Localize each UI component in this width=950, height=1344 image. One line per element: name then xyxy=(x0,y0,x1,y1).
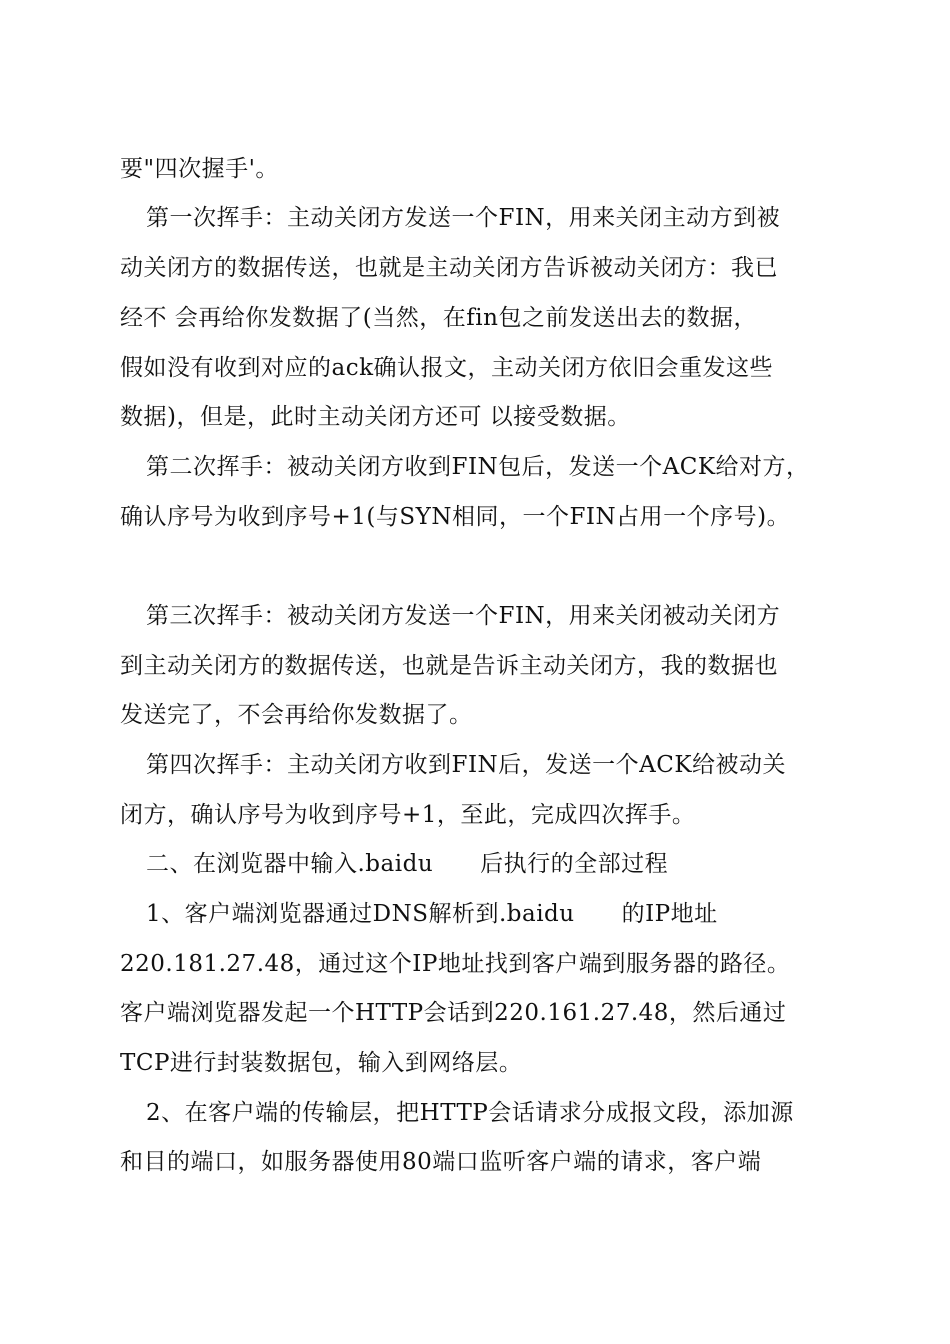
text-line: 第三次挥手：被动关闭方发送一个FIN，用来关闭被动关闭方 xyxy=(146,603,781,629)
text-line: 确认序号为收到序号+1(与SYN相同，一个FIN占用一个序号)。 xyxy=(120,504,791,530)
text-line: 到主动关闭方的数据传送，也就是告诉主动关闭方，我的数据也 xyxy=(120,653,778,679)
text-line: 第二次挥手：被动关闭方收到FIN包后，发送一个ACK给对方， xyxy=(146,454,810,480)
text-line: 闭方，确认序号为收到序号+1，至此，完成四次挥手。 xyxy=(120,802,696,828)
text-line: 数据)，但是，此时主动关闭方还可 以接受数据。 xyxy=(120,404,631,430)
text-line: 1、客户端浏览器通过DNS解析到.baidu 的IP地址 xyxy=(146,901,718,927)
text-line: 要"四次握手'。 xyxy=(120,156,279,182)
text-line: 客户端浏览器发起一个HTTP会话到220.161.27.48，然后通过 xyxy=(120,1000,787,1026)
text-line: 2、在客户端的传输层，把HTTP会话请求分成报文段，添加源 xyxy=(146,1100,794,1126)
text-line: 和目的端口，如服务器使用80端口监听客户端的请求，客户端 xyxy=(120,1149,762,1175)
text-line: 第四次挥手：主动关闭方收到FIN后，发送一个ACK给被动关 xyxy=(146,752,787,778)
text-line: TCP进行封装数据包，输入到网络层。 xyxy=(120,1050,523,1076)
text-line: 第一次挥手：主动关闭方发送一个FIN，用来关闭主动方到被 xyxy=(146,205,781,231)
text-line: 发送完了，不会再给你发数据了。 xyxy=(120,702,473,728)
text-line: 经不 会再给你发数据了(当然，在fin包之前发送出去的数据， xyxy=(120,305,757,331)
section-heading: 二、在浏览器中输入.baidu 后执行的全部过程 xyxy=(146,851,669,877)
text-line: 假如没有收到对应的ack确认报文，主动关闭方依旧会重发这些 xyxy=(120,355,774,381)
text-line: 220.181.27.48，通过这个IP地址找到客户端到服务器的路径。 xyxy=(120,951,791,977)
text-line: 动关闭方的数据传送，也就是主动关闭方告诉被动关闭方：我已 xyxy=(120,255,778,281)
